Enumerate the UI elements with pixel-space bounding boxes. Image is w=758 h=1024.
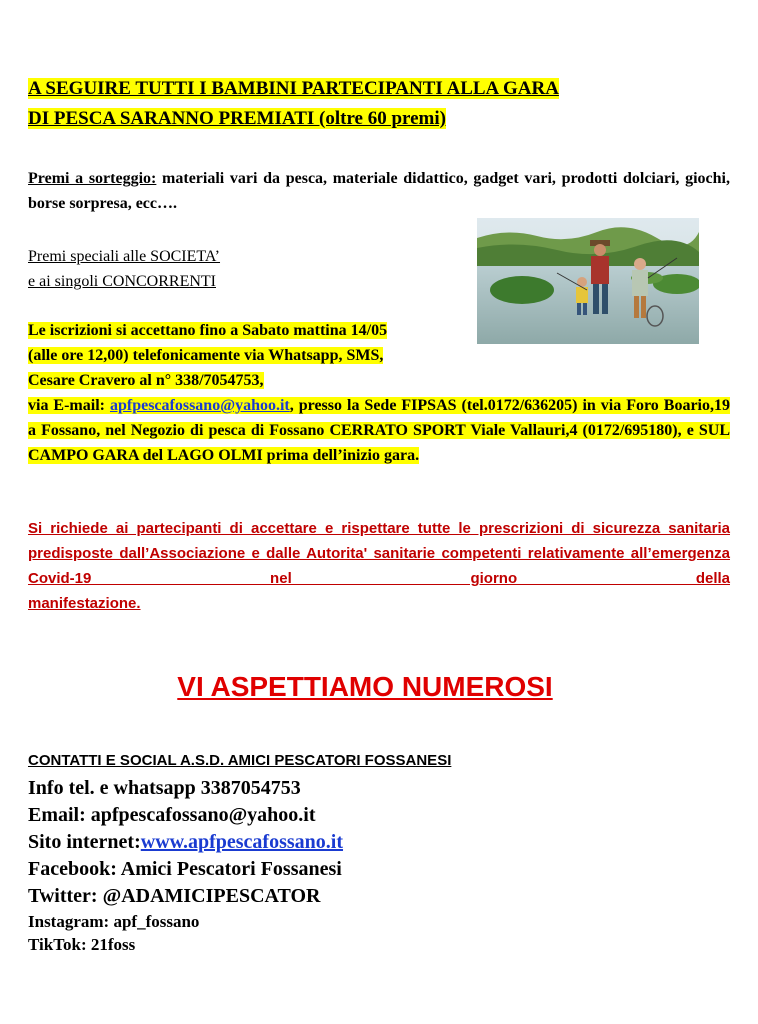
fishing-photo — [477, 218, 699, 344]
safety-text: Si richiede ai partecipanti di accettare e rispettare tutte le prescrizioni di sicurezza sanitaria predisposte dall’Associazione e dalle Autorita' sanitarie competenti relativamente all’emergenza Covid-19 nel giorno della — [28, 520, 730, 587]
prizes-label: Premi a sorteggio: — [28, 170, 157, 187]
site-link[interactable]: www.apfpescafossano.it — [140, 831, 344, 853]
email-prefix: via E-mail: — [28, 397, 110, 414]
registration-line-2: (alle ore 12,00) telefonicamente via Whatsapp, SMS, — [28, 347, 384, 364]
contact-info: Info tel. e whatsapp 3387054753 — [28, 777, 301, 799]
site-label: Sito internet: — [28, 831, 141, 853]
contact-site — [28, 829, 343, 856]
contact-tiktok: TikTok: 21foss — [28, 935, 136, 954]
fishing-family-image — [477, 218, 699, 344]
special-line-2: e ai singoli CONCORRENTI — [28, 273, 216, 290]
contact-instagram: Instagram: apf_fossano — [28, 912, 200, 931]
contacts-title: CONTATTI E SOCIAL A.S.D. AMICI PESCATORI FOSSANESI — [28, 752, 452, 769]
registration-rest: , presso la Sede FIPSAS (tel.0172/636205) in via Foro Boario,19 a Fossano, nel Negozio di pesca di Fossano CERRATO SPORT Viale Vallauri,4 (0172/695180), e SUL CAMPO GARA del LAGO OLMI prima dell’inizio gara. — [28, 397, 731, 464]
special-prizes — [28, 244, 220, 294]
heading-line-1: A SEGUIRE TUTTI I BAMBINI PARTECIPANTI ALLA GARA — [28, 78, 559, 99]
contact-facebook: Facebook: Amici Pescatori Fossanesi — [28, 858, 342, 880]
heading-line-2: DI PESCA SARANNO PREMIATI (oltre 60 premi) — [28, 108, 446, 129]
safety-last: manifestazione. — [28, 595, 141, 612]
contact-email: Email: apfpescafossano@yahoo.it — [28, 804, 316, 826]
prize-heading — [28, 74, 730, 134]
registration-line-1: Le iscrizioni si accettano fino a Sabato mattina 14/05 — [28, 322, 388, 339]
special-line-1: Premi speciali alle SOCIETA’ — [28, 248, 221, 265]
contacts-list — [28, 775, 343, 956]
contact-twitter: Twitter: @ADAMICIPESCATOR — [28, 885, 321, 907]
safety-notice — [28, 516, 730, 616]
registration-line-3: Cesare Cravero al n° 338/7054753, — [28, 372, 264, 389]
welcome-title: VI ASPETTIAMO NUMEROSI — [177, 671, 553, 702]
registration-lines — [28, 318, 387, 393]
prizes-paragraph — [28, 166, 730, 216]
registration-paragraph — [28, 393, 730, 468]
prizes-text: materiali vari da pesca, materiale didattico, gadget vari, prodotti dolciari, giochi, borse sorpresa, ecc…. — [28, 170, 730, 212]
email-link[interactable]: apfpescafossano@yahoo.it — [109, 397, 290, 414]
